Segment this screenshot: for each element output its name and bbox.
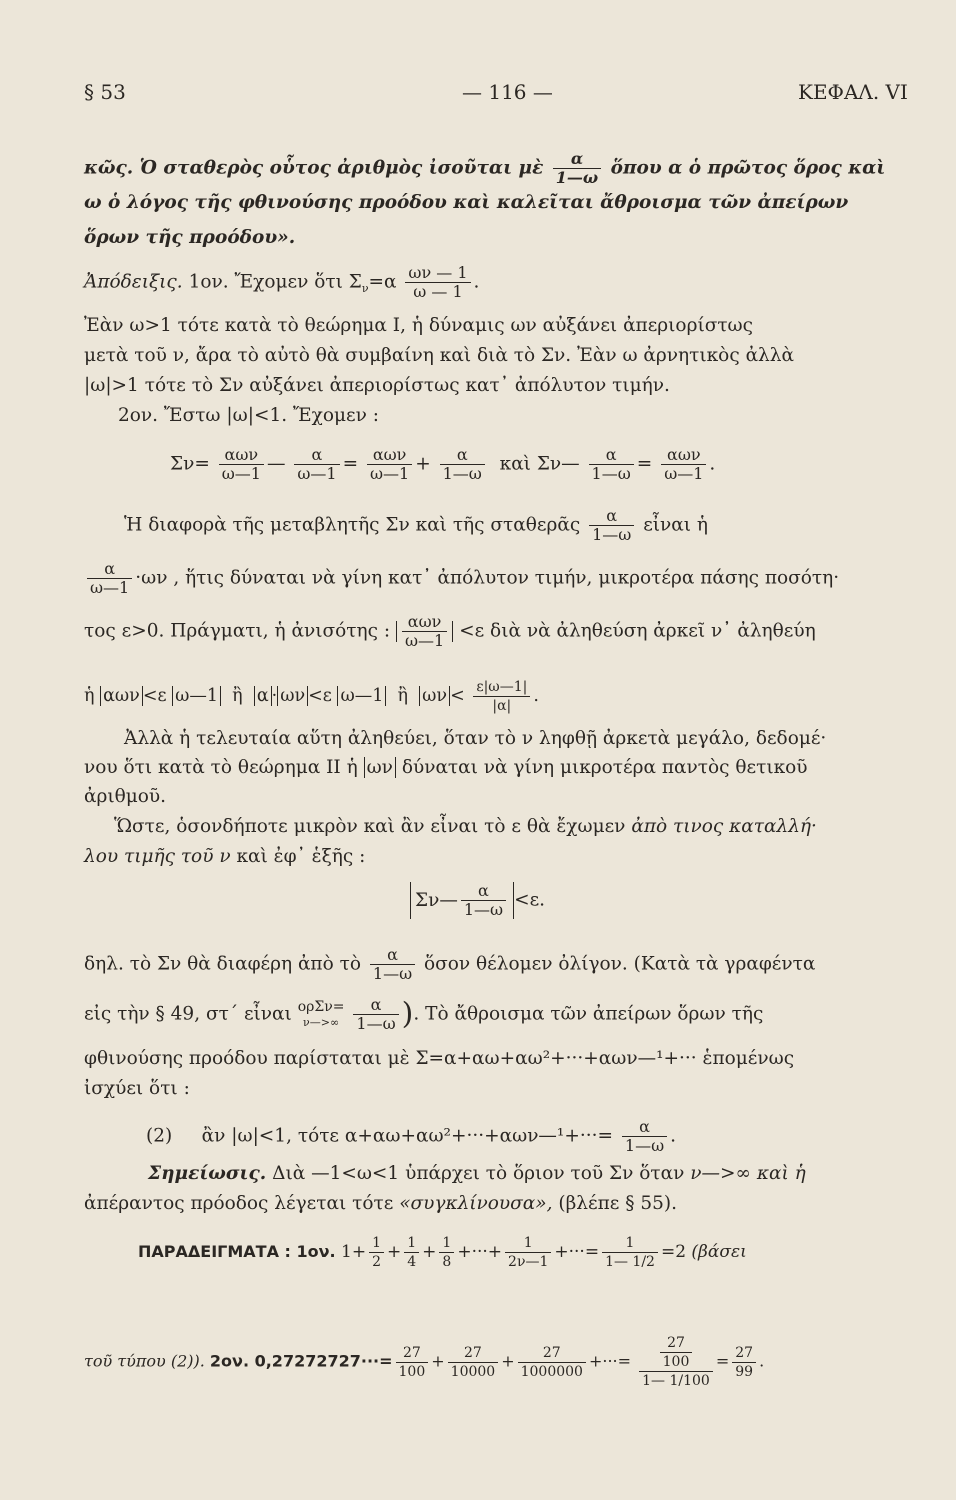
line-23: ἰσχύει ὅτι : — [84, 1078, 190, 1099]
fraction: $\frac{\omega\nu — 1}{\omega — 1}$ — [405, 264, 470, 301]
line-22: φθινούσης προόδου παρίσταται μὲ Σ=α+αω+αω²+···+αων—¹+··· ἑπομένως — [84, 1048, 795, 1069]
proof-label: Ἀπόδειξις. — [84, 271, 183, 293]
fraction: $\frac{\alpha}{1—\omega}$ — [589, 507, 634, 544]
text: 1ον. Ἔχομεν ὅτι Σ — [188, 271, 362, 293]
line-4: Ἀπόδειξις. 1ον. Ἔχομεν ὅτι $\Sigma_\nu=\alpha$ $\frac{\omega\nu — 1}{\omega — 1}$ . — [84, 263, 480, 301]
page-number: — 116 — — [462, 80, 553, 104]
line-2: ω ὁ λόγος τῆς φθινούσης προόδου καὶ καλεῖται ἄθροισμα τῶν ἀπείρων — [84, 192, 849, 213]
examples-line-1: ΠΑΡΑΔΕΙΓΜΑΤΑ : 1ον. 1+ $\frac{1}{2}$ + $\frac{1}{4}$ + $\frac{1}{8}$ +···+ $\frac{1}{2\nu—1}$ +···= $\frac{1}{1— 1/2}$ =2 (βάσει — [138, 1235, 747, 1270]
line-17: Ὥστε, ὁσονδήποτε μικρὸν καὶ ἂν εἶναι τὸ ε θὰ ἔχωμεν ἀπὸ τινος καταλλή· — [114, 816, 817, 837]
line-15: νου ὅτι κατὰ τὸ θεώρημα ΙΙ ἡ ων δύναται νὰ γίνη μικροτέρα παντὸς θετικοῦ — [84, 757, 808, 778]
fraction: $\frac{\varepsilon|\omega—1|}{|\alpha|}$ — [473, 678, 530, 715]
line-26: ἀπέραντος πρόοδος λέγεται τότε «συγκλίνουσα», (βλέπε § 55). — [84, 1193, 678, 1214]
fraction: $\frac{27}{100}$ — [396, 1344, 429, 1381]
fraction: $\frac{\alpha}{1—\omega}$ — [553, 150, 601, 187]
line-8: 2ον. Ἔστω |ω|<1. Ἔχομεν : — [118, 405, 379, 426]
line-11: $\frac{\alpha}{\omega—1}$ ·ων , ἥτις δύναται νὰ γίνη κατ᾿ ἀπόλυτον τιμήν, μικροτέρα πάσης ποσότη· — [84, 560, 839, 597]
text: κῶς. Ὁ σταθερὸς οὗτος ἀριθμὸς ἰσοῦται μὲ — [84, 157, 544, 179]
fraction: $\frac{1}{1— 1/2}$ — [602, 1234, 658, 1271]
line-9-equation: Σν= $\frac{\text{αων}}{\omega—1}$ — $\frac{\alpha}{\omega—1}$ = $\frac{\text{αων}}{\omega—1}$ + $\frac{\alpha}{1—\omega}$ καὶ Σν— $\frac{\alpha}{1—\omega}$ = $\frac{\text{αων}}{\omega—1}$ . — [170, 445, 716, 483]
line-14: Ἀλλὰ ἡ τελευταία αὕτη ἀληθεύει, ὅταν τὸ ν ληφθῇ ἀρκετὰ μεγάλο, δεδομέ· — [124, 728, 827, 749]
line-19-inequality: Σν— $\frac{\alpha}{1—\omega}$ <ε. — [410, 882, 545, 919]
line-13: ἡ αων <ε ω—1 ἢ α · ων <ε ω—1 ἢ ων < $\frac{\varepsilon|\omega—1|}{|\alpha|}$ . — [84, 679, 539, 714]
fraction: $\frac{\alpha}{1—\omega}$ — [440, 446, 485, 483]
fraction: $\frac{\alpha}{1—\omega}$ — [622, 1118, 667, 1155]
fraction: $\frac{\text{αων}}{\omega—1}$ — [402, 613, 447, 650]
line-7: |ω|>1 τότε τὸ Σν αὐξάνει ἀπεριορίστως κατ᾿ ἀπόλυτον τιμήν. — [84, 375, 670, 396]
fraction: $\frac{27}{99}$ — [732, 1344, 756, 1381]
fraction: $\frac{27}{10000}$ — [448, 1344, 499, 1381]
fraction: $\frac{1}{2}$ — [369, 1234, 384, 1271]
fraction: $\frac{\alpha}{1—\omega}$ — [461, 882, 506, 919]
line-3: ὅρων τῆς προόδου». — [84, 227, 296, 248]
line-18: λου τιμῆς τοῦ ν καὶ ἐφ᾿ ἑξῆς : — [84, 846, 366, 867]
fraction: $\frac{1}{8}$ — [439, 1234, 454, 1271]
line-20: δηλ. τὸ Σν θὰ διαφέρη ἀπὸ τὸ $\frac{\alpha}{1—\omega}$ ὅσον θέλομεν ὀλίγον. (Κατὰ τὰ γραφέντα — [84, 945, 816, 983]
fraction: $\frac{27}{1000000}$ — [518, 1344, 586, 1381]
fraction: $\frac{\alpha}{\omega—1}$ — [87, 560, 132, 597]
fraction: $\frac{\text{αων}}{\omega—1}$ — [219, 446, 264, 483]
examples-line-2: τοῦ τύπου (2)). 2ον. 0,27272727···= $\frac{27}{100}$ + $\frac{27}{10000}$ + $\frac{27}{1000000}$ +···= $\frac{\frac{27}{100}}{1— 1/100}$ = $\frac{27}{99}$ . — [84, 1335, 765, 1389]
line-5: Ἐὰν ω>1 τότε κατὰ τὸ θεώρημα Ι, ἡ δύναμις ων αὐξάνει ἀπεριορίστως — [84, 315, 754, 336]
fraction: $\frac{\alpha}{1—\omega}$ — [589, 446, 634, 483]
compound-fraction: $\frac{\frac{27}{100}}{1— 1/100}$ — [639, 1334, 713, 1390]
line-6: μετὰ τοῦ ν, ἄρα τὸ αὐτὸ θὰ συμβαίνη καὶ διὰ τὸ Σν. Ἐὰν ω ἀρνητικὸς ἀλλὰ — [84, 345, 795, 366]
formula-2: (2) ἂν |ω|<1, τότε α+αω+αω²+···+αων—¹+···= $\frac{\alpha}{1—\omega}$ . — [146, 1117, 677, 1155]
chapter-label: ΚΕΦΑΛ. VI — [798, 80, 908, 104]
fraction: $\frac{\text{αων}}{\omega—1}$ — [367, 446, 412, 483]
fraction: $\frac{\text{αων}}{\omega—1}$ — [661, 446, 706, 483]
line-10: Ἡ διαφορὰ τῆς μεταβλητῆς Σν καὶ τῆς σταθερᾶς $\frac{\alpha}{1—\omega}$ εἶναι ἡ — [124, 506, 708, 544]
section-number: § 53 — [84, 80, 126, 104]
line-16: ἀριθμοῦ. — [84, 786, 167, 807]
fraction: $\frac{\alpha}{\omega—1}$ — [294, 446, 339, 483]
limit: ορΣν= ν—>∞ — [297, 998, 345, 1029]
fraction: $\frac{\alpha}{1—\omega}$ — [370, 946, 415, 983]
fraction: $\frac{1}{4}$ — [404, 1234, 419, 1271]
fraction: $\frac{1}{2\nu—1}$ — [505, 1234, 551, 1271]
line-12: τος ε>0. Πράγματι, ἡ ἀνισότης : $\frac{\text{αων}}{\omega—1}$ <ε διὰ νὰ ἀληθεύση ἀρκεῖ ν᾿ ἀληθεύη — [84, 612, 816, 650]
line-25: Σημείωσις. Διὰ —1<ω<1 ὑπάρχει τὸ ὅριον τοῦ Σν ὅταν ν—>∞ καὶ ἡ — [148, 1163, 806, 1184]
text: =α — [368, 271, 397, 293]
line-1 — [84, 150, 885, 187]
fraction: $\frac{\alpha}{1—\omega}$ — [353, 996, 398, 1033]
text: ὅπου α ὁ πρῶτος ὅρος καὶ — [610, 157, 886, 179]
line-21: εἰς τὴν § 49, στ´ εἶναι ορΣν= ν—>∞ $\frac{\alpha}{1—\omega}$ ). Τὸ ἄθροισμα τῶν ἀπείρων ὅρων τῆς — [84, 995, 764, 1033]
